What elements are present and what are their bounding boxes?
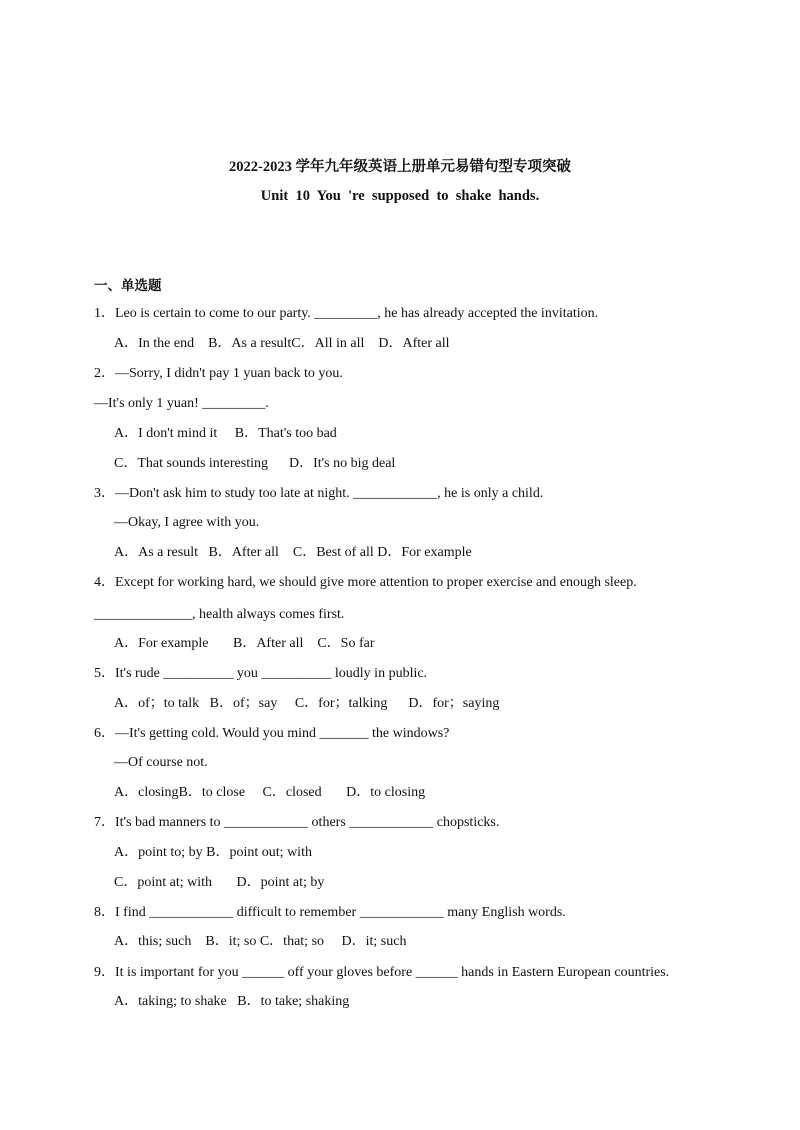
question-1-stem: 1．Leo is certain to come to our party. _________, he has already accepted the invitation.	[94, 306, 599, 321]
question-6-reply: —Of course not.	[114, 755, 208, 770]
question-8-stem: 8．I find ____________ difficult to remember ____________ many English words.	[94, 905, 566, 920]
question-2-options-ab: A．I don't mind it B．That's too bad	[114, 426, 337, 441]
question-9-stem: 9．It is important for you ______ off your gloves before ______ hands in Eastern European countries.	[94, 965, 670, 980]
question-7-options-ab: A．point to; by B．point out; with	[114, 845, 312, 860]
page-subtitle: Unit 10 You 're supposed to shake hands.	[260, 188, 540, 204]
question-3-options: A．As a result B．After all C．Best of all D．For example	[114, 545, 472, 560]
question-5-options: A．of；to talk B．of；say C．for；talking D．for；saying	[114, 696, 500, 711]
question-8-options: A．this; such B．it; so C．that; so D．it; such	[114, 934, 407, 949]
question-4-stem: 4．Except for working hard, we should give more attention to proper exercise and enough sleep.	[94, 575, 637, 590]
question-6-stem: 6．—It's getting cold. Would you mind _______ the windows?	[94, 726, 450, 741]
question-1-options: A．In the end B．As a resultC．All in all D．After all	[114, 336, 450, 351]
question-3-stem: 3．—Don't ask him to study too late at night. ____________, he is only a child.	[94, 486, 544, 501]
question-2-options-cd: C．That sounds interesting D．It's no big deal	[114, 456, 396, 471]
question-7-options-cd: C．point at; with D．point at; by	[114, 875, 325, 890]
section-heading: 一、单选题	[94, 278, 162, 294]
question-2-stem: 2．—Sorry, I didn't pay 1 yuan back to you.	[94, 366, 343, 381]
question-9-options: A．taking; to shake B．to take; shaking	[114, 994, 350, 1009]
question-4-continuation: ______________, health always comes first.	[94, 607, 345, 622]
question-2-reply: —It's only 1 yuan! _________.	[94, 396, 269, 411]
question-6-options: A．closingB．to close C．closed D．to closing	[114, 785, 426, 800]
question-7-stem: 7．It's bad manners to ____________ others ____________ chopsticks.	[94, 815, 500, 830]
question-4-options: A．For example B．After all C．So far	[114, 636, 375, 651]
question-5-stem: 5．It's rude __________ you __________ loudly in public.	[94, 666, 428, 681]
question-3-reply: —Okay, I agree with you.	[114, 515, 260, 530]
page-title: 2022-2023 学年九年级英语上册单元易错句型专项突破	[229, 159, 571, 175]
